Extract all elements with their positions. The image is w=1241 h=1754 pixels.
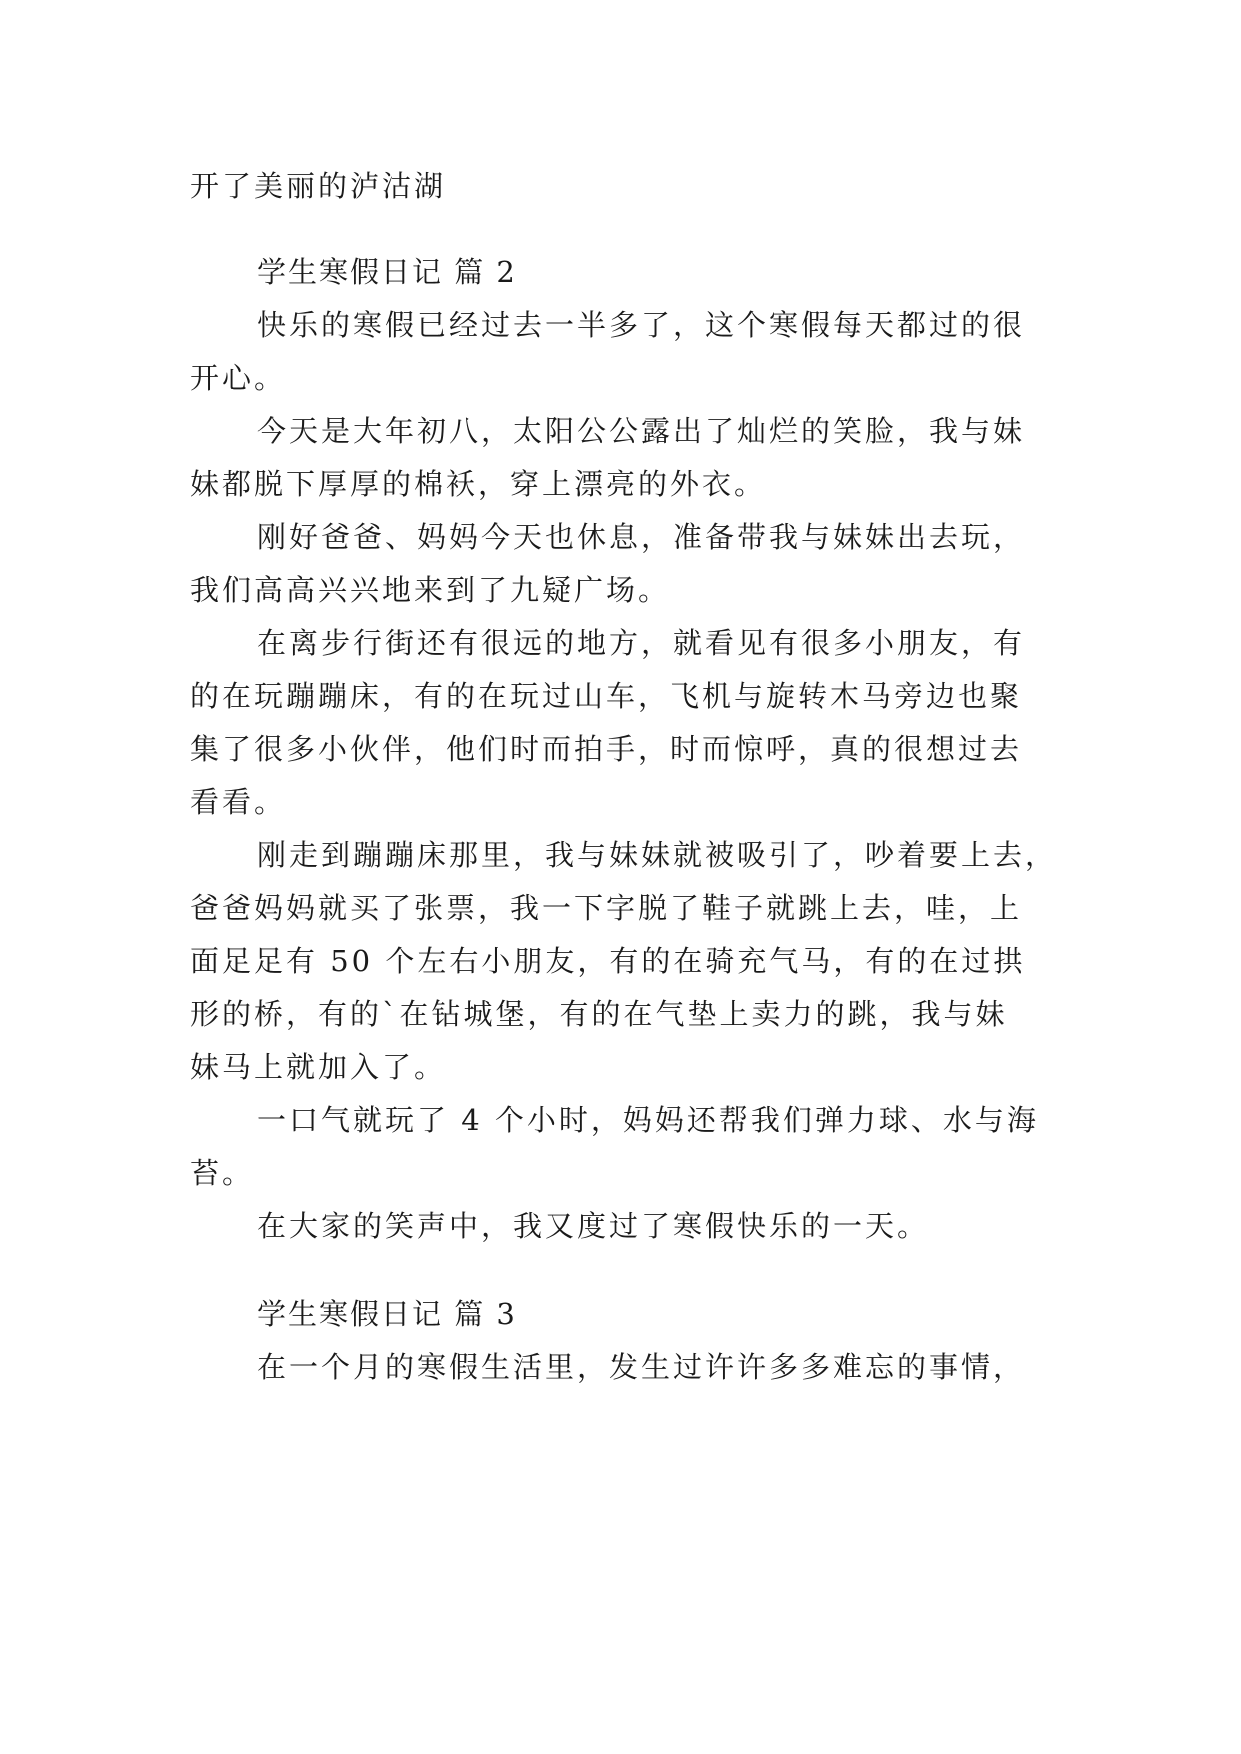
paragraph-line: 我们高高兴兴地来到了九疑广场。: [190, 573, 671, 607]
section-heading: 学生寒假日记 篇 2: [257, 255, 517, 289]
paragraph-line: 刚走到蹦蹦床那里，我与妹妹就被吸引了，吵着要上去，: [257, 838, 1058, 872]
paragraph-line: 苔。: [190, 1156, 255, 1190]
paragraph-line: 开了美丽的泸沽湖: [190, 169, 447, 203]
paragraph-line: 面足足有 50 个左右小朋友，有的在骑充气马，有的在过拱: [190, 944, 1026, 978]
paragraph-line: 妹马上就加入了。: [190, 1050, 447, 1084]
paragraph-line: 在一个月的寒假生活里，发生过许许多多难忘的事情，: [257, 1350, 1026, 1384]
paragraph-line: 看看。: [190, 785, 287, 819]
section-heading: 学生寒假日记 篇 3: [257, 1297, 517, 1331]
paragraph-line: 一口气就玩了 4 个小时，妈妈还帮我们弹力球、水与海: [257, 1103, 1039, 1137]
paragraph-line: 集了很多小伙伴，他们时而拍手，时而惊呼，真的很想过去: [190, 732, 1023, 766]
paragraph-line: 的在玩蹦蹦床，有的在玩过山车，飞机与旋转木马旁边也聚: [190, 679, 1023, 713]
paragraph-line: 今天是大年初八，太阳公公露出了灿烂的笑脸，我与妹: [257, 414, 1026, 448]
paragraph-line: 在大家的笑声中，我又度过了寒假快乐的一天。: [257, 1209, 930, 1243]
paragraph-line: 刚好爸爸、妈妈今天也休息，准备带我与妹妹出去玩，: [257, 520, 1026, 554]
paragraph-line: 开心。: [190, 361, 287, 395]
paragraph-line: 妹都脱下厚厚的棉袄，穿上漂亮的外衣。: [190, 467, 767, 501]
paragraph-line: 形的桥，有的`在钻城堡，有的在气垫上卖力的跳，我与妹: [190, 997, 1008, 1031]
paragraph-line: 在离步行街还有很远的地方，就看见有很多小朋友，有: [257, 626, 1026, 660]
paragraph-line: 快乐的寒假已经过去一半多了，这个寒假每天都过的很: [257, 308, 1026, 342]
paragraph-line: 爸爸妈妈就买了张票，我一下字脱了鞋子就跳上去，哇，上: [190, 891, 1023, 925]
